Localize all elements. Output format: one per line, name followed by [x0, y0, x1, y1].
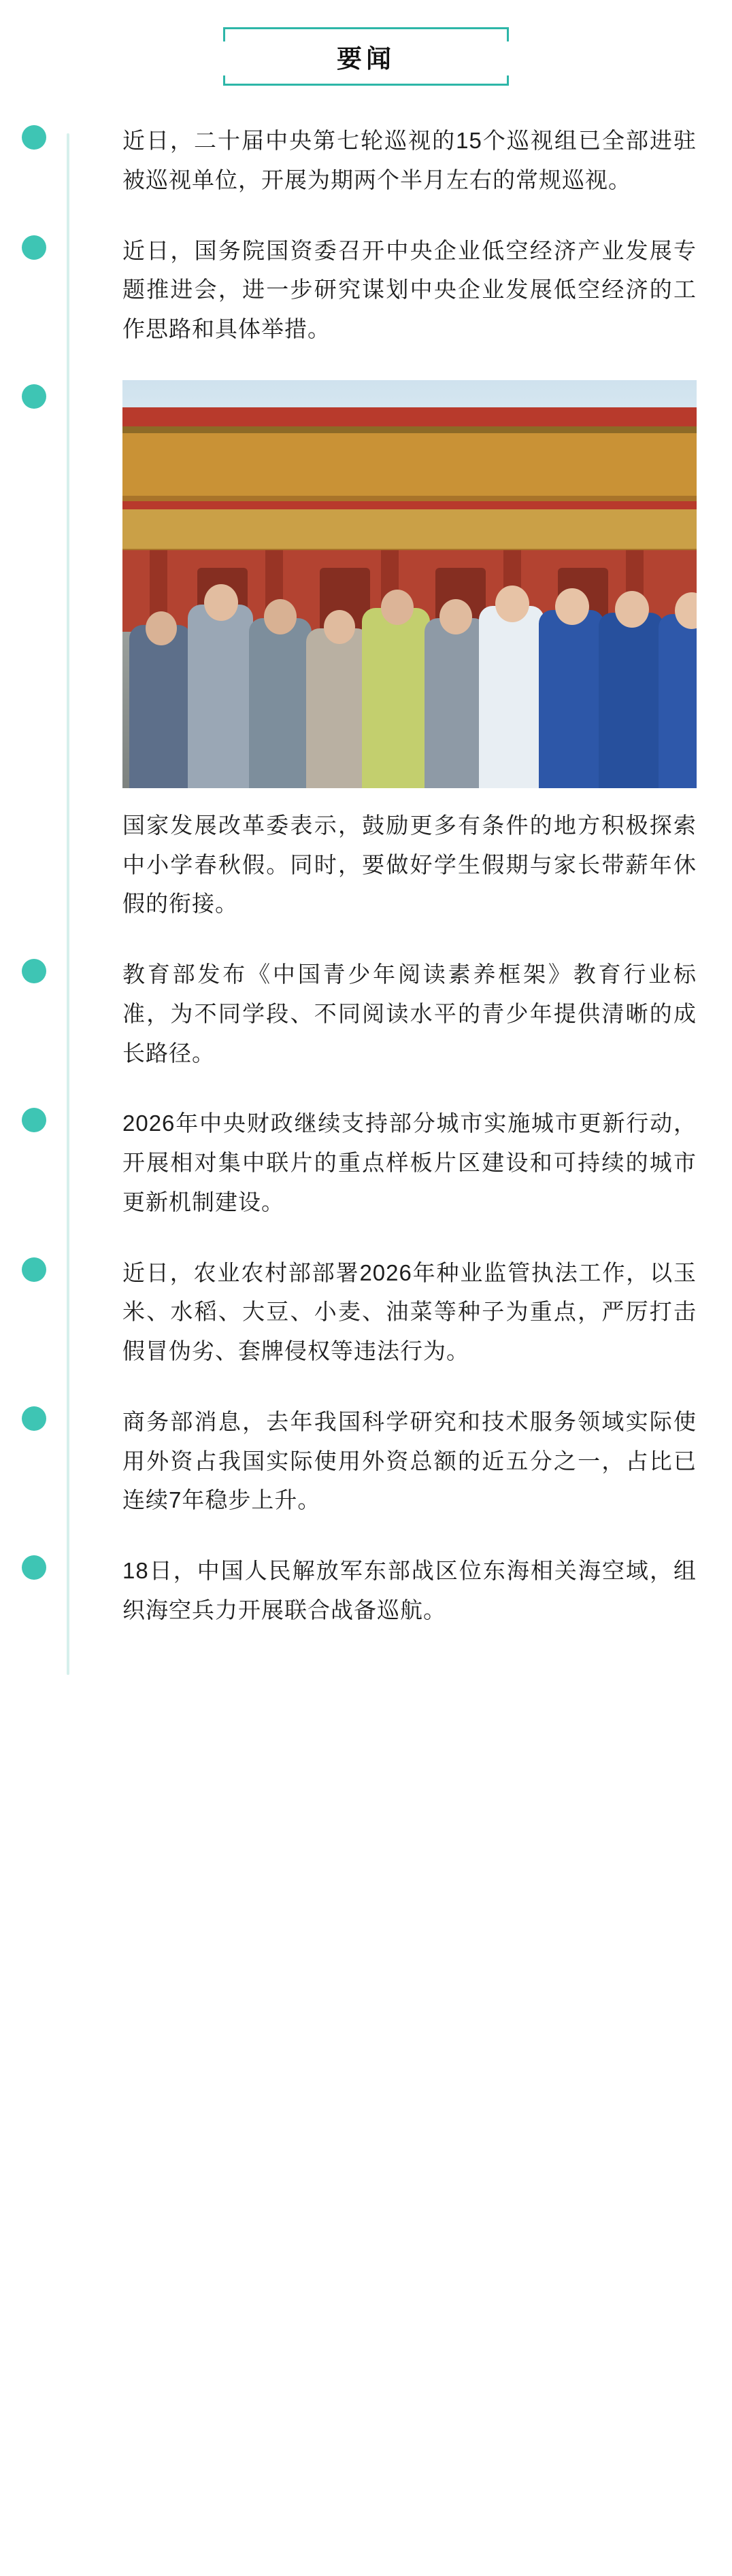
list-item — [71, 121, 697, 200]
photo-person — [188, 605, 253, 788]
timeline-dot-icon — [22, 959, 46, 983]
news-text: 近日，二十届中央第七轮巡视的15个巡视组已全部进驻被巡视单位，开展为期两个半月左右的常规巡视。 — [122, 128, 697, 192]
list-item-body — [71, 955, 697, 1072]
timeline-dot-icon — [22, 235, 46, 260]
photo-student — [539, 610, 604, 788]
photo-person-head — [439, 599, 472, 634]
timeline-dot-icon — [22, 1108, 46, 1132]
list-item — [71, 1253, 697, 1371]
timeline-dot-icon — [22, 384, 46, 409]
photo-person — [306, 628, 370, 788]
news-text: 18日，中国人民解放军东部战区位东海相关海空域，组织海空兵力开展联合战备巡航。 — [122, 1558, 697, 1623]
photo-person-head — [264, 599, 297, 634]
list-item-body — [71, 121, 697, 200]
photo-roof-lower — [122, 509, 697, 549]
timeline-dot-icon — [22, 125, 46, 150]
news-text: 近日，农业农村部部署2026年种业监管执法工作，以玉米、水稻、大豆、小麦、油菜等种子为重点，严厉打击假冒伪劣、套牌侵权等违法行为。 — [122, 1259, 697, 1363]
list-item — [71, 955, 697, 1072]
photo-person-head — [495, 586, 529, 622]
photo-person-head — [146, 611, 177, 645]
list-item — [71, 380, 697, 923]
photo-person-head — [555, 588, 589, 625]
news-text: 国家发展改革委表示，鼓励更多有条件的地方积极探索中小学春秋假。同时，要做好学生假期与家长带薪年休假的衔接。 — [122, 812, 697, 917]
timeline-dot-icon — [22, 1555, 46, 1580]
photo-person — [129, 625, 192, 788]
list-item-body — [71, 380, 697, 923]
news-text: 2026年中央财政继续支持部分城市实施城市更新行动，开展相对集中联片的重点样板片区建设和可持续的城市更新机制建设。 — [122, 1111, 697, 1215]
timeline-track — [67, 133, 69, 1675]
news-text: 商务部消息，去年我国科学研究和技术服务领域实际使用外资占我国实际使用外资总额的近五分之一，占比已连续7年稳步上升。 — [122, 1408, 697, 1513]
photo-person — [425, 618, 487, 788]
list-item-body — [71, 1253, 697, 1371]
section-title-frame — [223, 27, 509, 86]
photo-person-head — [381, 590, 414, 625]
page-title: 要闻 — [322, 38, 410, 75]
photo-roof-upper — [122, 426, 697, 496]
list-item — [71, 231, 697, 349]
list-item — [71, 1551, 697, 1630]
photo-person-head — [204, 584, 238, 621]
photo-person-head — [324, 610, 355, 644]
photo-student — [479, 606, 544, 788]
timeline-dot-icon — [22, 1257, 46, 1282]
list-item-body — [71, 231, 697, 349]
list-item — [71, 1104, 697, 1221]
list-item-body — [71, 1104, 697, 1221]
list-item — [71, 1402, 697, 1520]
list-item-body — [71, 1551, 697, 1630]
news-timeline — [0, 121, 732, 1702]
news-photo — [122, 380, 697, 788]
photo-student — [599, 613, 664, 788]
photo-canvas — [122, 380, 697, 788]
list-item-body — [71, 1402, 697, 1520]
photo-person — [249, 618, 312, 788]
photo-student — [659, 614, 697, 788]
page-header — [0, 0, 732, 121]
news-text: 教育部发布《中国青少年阅读素养框架》教育行业标准，为不同学段、不同阅读水平的青少年提供清晰的成长路径。 — [122, 962, 697, 1066]
timeline-dot-icon — [22, 1406, 46, 1431]
news-text: 近日，国务院国资委召开中央企业低空经济产业发展专题推进会，进一步研究谋划中央企业发展低空经济的工作思路和具体举措。 — [122, 237, 697, 341]
photo-person — [362, 608, 430, 788]
photo-person-head — [615, 591, 649, 628]
